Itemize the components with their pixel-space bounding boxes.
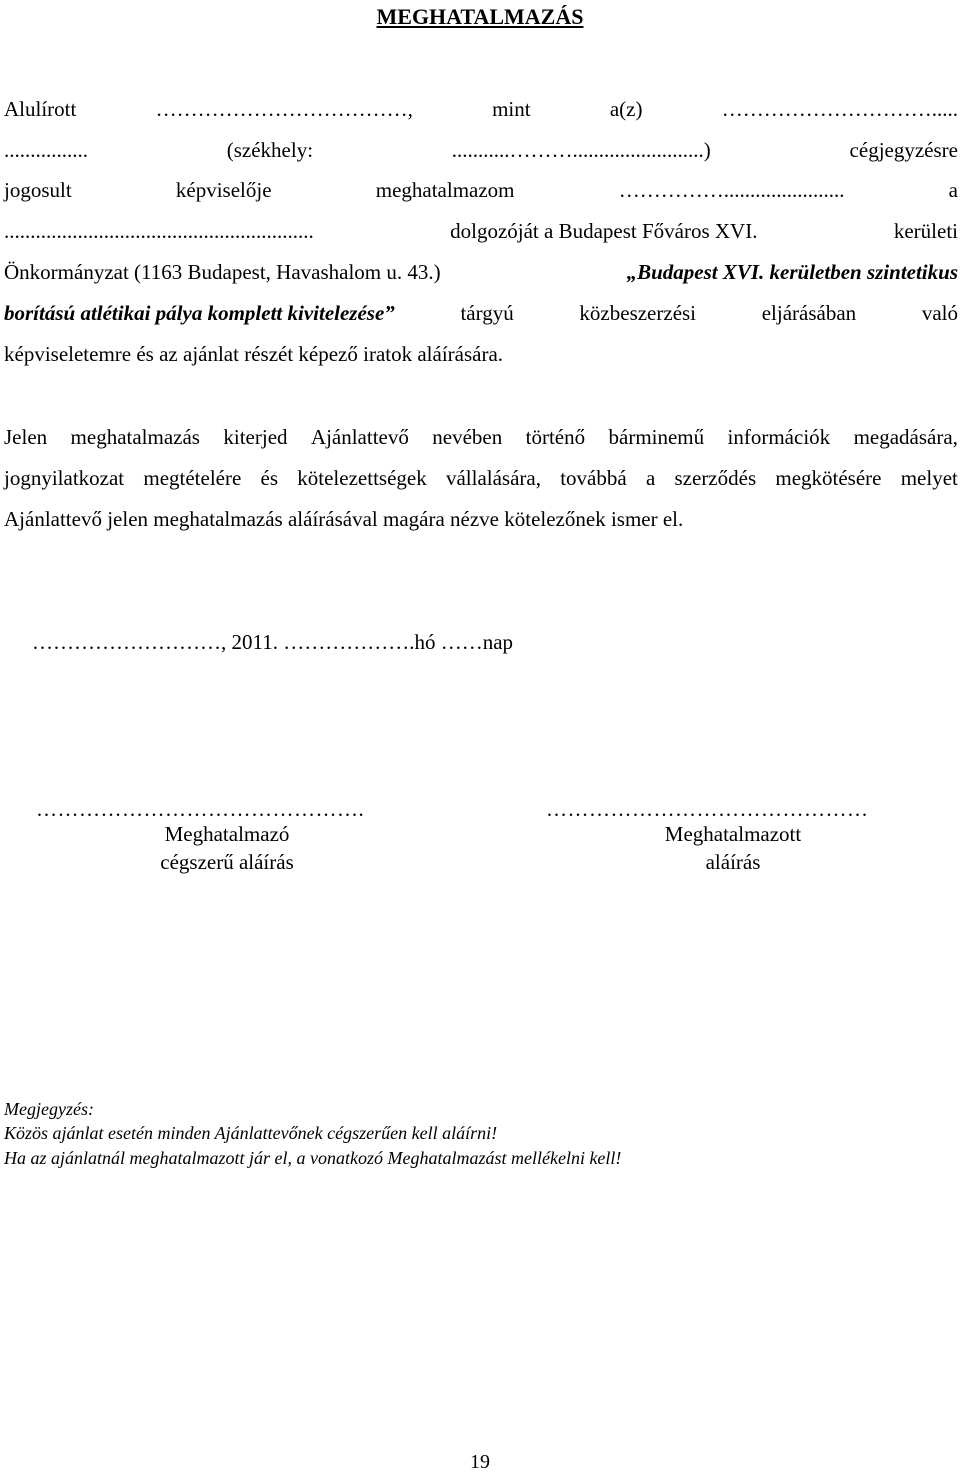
note-heading: Megjegyzés: bbox=[4, 1099, 94, 1119]
paragraph1-line7: képviseletemre és az ajánlat részét képező iratok aláírására. bbox=[4, 342, 504, 366]
paragraph1-line5 bbox=[4, 259, 958, 285]
signature-line-left: ………………………………………. bbox=[36, 797, 365, 821]
word: tárgyú bbox=[460, 301, 514, 325]
document-title: MEGHATALMAZÁS bbox=[376, 4, 584, 29]
word: Ajánlattevő bbox=[310, 425, 409, 449]
blank-field: …………………………..... bbox=[721, 97, 958, 121]
paragraph1-line1 bbox=[4, 96, 958, 122]
paragraph1-line2 bbox=[4, 137, 958, 163]
word: dolgozóját a Budapest Főváros XVI. bbox=[450, 219, 758, 243]
word: vállalására, bbox=[445, 466, 541, 490]
word: melyet bbox=[900, 466, 958, 490]
date-line: ………………………, 2011. ……………….hó ……nap bbox=[32, 630, 514, 654]
blank-field: ……………....................... bbox=[618, 178, 845, 202]
blank-field: ...........……….........................) bbox=[451, 138, 711, 162]
paragraph1-line4 bbox=[4, 218, 958, 244]
note-line: Közös ajánlat esetén minden Ajánlattevőnek cégszerűen kell aláírni! bbox=[4, 1123, 498, 1143]
word: és bbox=[260, 466, 279, 490]
project-name: borítású atlétikai pálya komplett kivitelezése” bbox=[4, 301, 395, 325]
word: eljárásában bbox=[761, 301, 857, 325]
page-number: 19 bbox=[470, 1451, 490, 1473]
word: szerződés bbox=[674, 466, 757, 490]
blank-field: ………………………………, bbox=[155, 97, 413, 121]
word: képviselője bbox=[175, 178, 272, 202]
word: meghatalmazás bbox=[70, 425, 200, 449]
word: nevében bbox=[432, 425, 503, 449]
paragraph2-line3: Ajánlattevő jelen meghatalmazás aláírásával magára nézve kötelezőnek ismer el. bbox=[4, 507, 684, 531]
blank-field: ........................................................... bbox=[4, 219, 314, 243]
word: Alulírott bbox=[4, 97, 77, 121]
blank-field: ................ bbox=[4, 138, 88, 162]
paragraph2-line2 bbox=[4, 465, 958, 491]
signature-sublabel-right: aláírás bbox=[705, 850, 761, 874]
word: jognyilatkozat bbox=[4, 466, 125, 490]
word: mint bbox=[492, 97, 531, 121]
word: meghatalmazom bbox=[375, 178, 515, 202]
paragraph1-line3 bbox=[4, 177, 958, 203]
word: kerületi bbox=[893, 219, 958, 243]
word: közbeszerzési bbox=[579, 301, 697, 325]
word: megtételére bbox=[143, 466, 242, 490]
word: a bbox=[645, 466, 656, 490]
word: a bbox=[948, 178, 958, 202]
word: cégjegyzésre bbox=[849, 138, 958, 162]
word: a(z) bbox=[609, 97, 643, 121]
word: történő bbox=[525, 425, 586, 449]
word: információk bbox=[727, 425, 831, 449]
text-plain: Önkormányzat (1163 Budapest, Havashalom u. 43.) bbox=[4, 260, 441, 284]
paragraph1-line6 bbox=[4, 300, 958, 326]
word: kötelezettségek bbox=[297, 466, 427, 490]
word: megkötésére bbox=[775, 466, 882, 490]
word: bárminemű bbox=[608, 425, 705, 449]
word: Jelen bbox=[4, 425, 48, 449]
paragraph2-line1 bbox=[4, 424, 958, 450]
word: továbbá bbox=[560, 466, 627, 490]
signature-line-right: ……………………………………… bbox=[546, 797, 869, 821]
signature-label-right: Meghatalmazott bbox=[664, 822, 802, 846]
word: megadására, bbox=[853, 425, 958, 449]
signature-label-left: Meghatalmazó bbox=[164, 822, 290, 846]
note-line: Ha az ajánlatnál meghatalmazott jár el, a vonatkozó Meghatalmazást mellékelni kell! bbox=[4, 1148, 622, 1168]
word: jogosult bbox=[4, 178, 72, 202]
word: való bbox=[921, 301, 958, 325]
project-name: „Budapest XVI. kerületben szintetikus bbox=[626, 260, 958, 284]
word: (székhely: bbox=[226, 138, 314, 162]
word: kiterjed bbox=[223, 425, 288, 449]
signature-sublabel-left: cégszerű aláírás bbox=[160, 850, 294, 874]
